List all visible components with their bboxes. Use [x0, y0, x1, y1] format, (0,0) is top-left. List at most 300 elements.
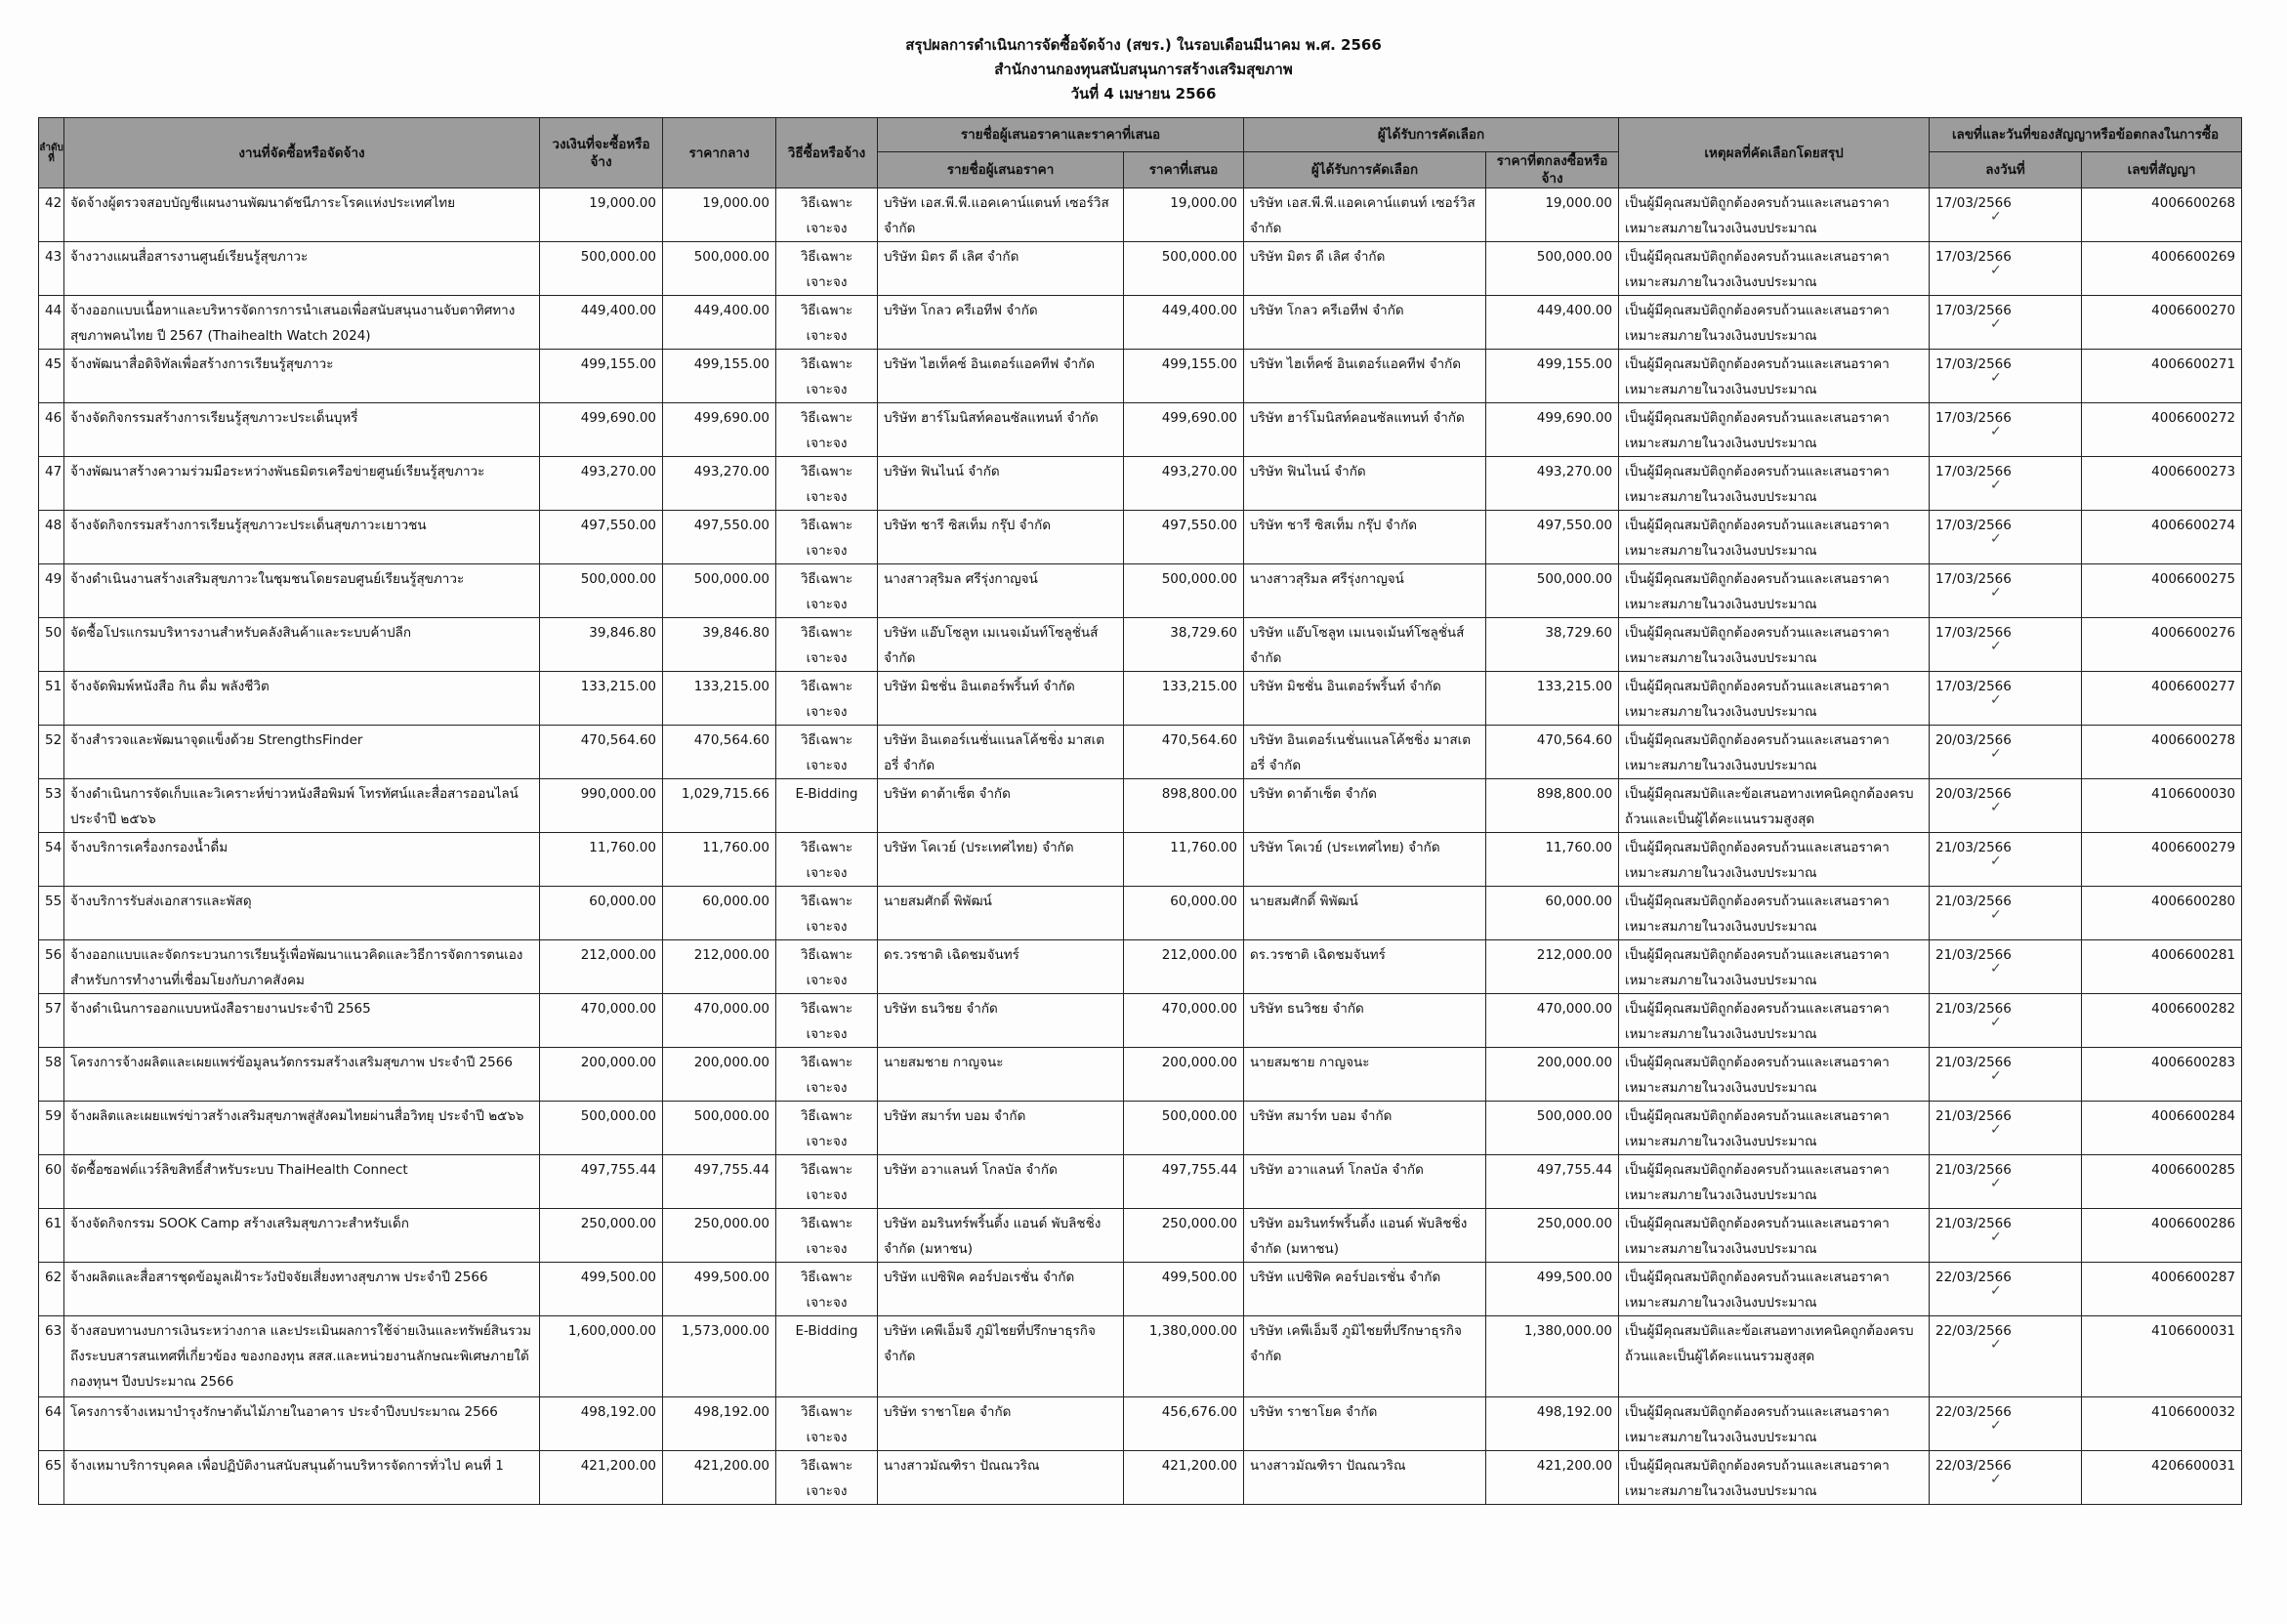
cell-task: จ้างบริการเครื่องกรองน้ำดื่ม: [64, 833, 540, 887]
cell-contract-no: 4006600271: [2082, 350, 2242, 403]
cell-task: จ้างพัฒนาสร้างความร่วมมือระหว่างพันธมิตรเครือข่ายศูนย์เรียนรู้สุขภาวะ: [64, 457, 540, 511]
cell-agreed: 250,000.00: [1486, 1209, 1619, 1263]
cell-method: วิธีเฉพาะเจาะจง: [776, 994, 878, 1048]
sign-date-text: 22/03/2566: [1935, 1270, 2012, 1285]
cell-selected: บริษัท ไฮเท็คซ์ อินเตอร์แอคทีฟ จำกัด: [1244, 350, 1486, 403]
cell-bidder: บริษัท สมาร์ท บอม จำกัด: [878, 1102, 1124, 1155]
cell-budget: 133,215.00: [540, 672, 663, 726]
cell-median: 200,000.00: [663, 1048, 776, 1102]
table-row: [39, 672, 2242, 726]
cell-agreed: 133,215.00: [1486, 672, 1619, 726]
cell-task: จ้างออกแบบเนื้อหาและบริหารจัดการการนำเสนอเพื่อสนับสนุนงานจับตาทิศทางสุขภาพคนไทย ปี 2567 (Thaihealth Watch 2024): [64, 296, 540, 350]
cell-method: วิธีเฉพาะเจาะจง: [776, 457, 878, 511]
table-row: [39, 1209, 2242, 1263]
report-date: วันที่ 4 เมษายน 2566: [1070, 85, 1217, 103]
table-row: [39, 1048, 2242, 1102]
cell-method: วิธีเฉพาะเจาะจง: [776, 1263, 878, 1316]
table-row: [39, 779, 2242, 833]
cell-task: จัดซื้อซอฟต์แวร์ลิขสิทธิ์สำหรับระบบ ThaiHealth Connect: [64, 1155, 540, 1209]
cell-bidder: บริษัท ฮาร์โมนิสท์คอนซัลแทนท์ จำกัด: [878, 403, 1124, 457]
cell-agreed: 421,200.00: [1486, 1451, 1619, 1505]
check-mark-icon: ✓: [1990, 370, 2002, 386]
cell-contract-no: 4006600277: [2082, 672, 2242, 726]
cell-seq: 49: [39, 564, 64, 618]
cell-bidder: ดร.วรชาติ เฉิดชมจันทร์: [878, 940, 1124, 994]
cell-median: 498,192.00: [663, 1397, 776, 1451]
check-mark-icon: ✓: [1990, 478, 2002, 493]
check-mark-icon: ✓: [1990, 263, 2002, 278]
cell-agreed: 499,690.00: [1486, 403, 1619, 457]
cell-agreed: 470,564.60: [1486, 726, 1619, 779]
check-mark-icon: ✓: [1990, 424, 2002, 439]
cell-seq: 44: [39, 296, 64, 350]
cell-seq: 47: [39, 457, 64, 511]
sign-date-text: 21/03/2566: [1935, 840, 2012, 855]
cell-sign-date: [1930, 1155, 2082, 1209]
cell-method: วิธีเฉพาะเจาะจง: [776, 1155, 878, 1209]
cell-reason: เป็นผู้มีคุณสมบัติและข้อเสนอทางเทคนิคถูกต้องครบถ้วนและเป็นผู้ได้คะแนนรวมสูงสุด: [1619, 779, 1930, 833]
cell-method: วิธีเฉพาะเจาะจง: [776, 940, 878, 994]
cell-method: วิธีเฉพาะเจาะจง: [776, 1102, 878, 1155]
cell-method: วิธีเฉพาะเจาะจง: [776, 672, 878, 726]
cell-seq: 60: [39, 1155, 64, 1209]
cell-bidder: บริษัท อวาแลนท์ โกลบัล จำกัด: [878, 1155, 1124, 1209]
cell-bidder: บริษัท ไฮเท็คซ์ อินเตอร์แอคทีฟ จำกัด: [878, 350, 1124, 403]
table-row: [39, 1263, 2242, 1316]
table-row: [39, 1155, 2242, 1209]
sign-date-text: 21/03/2566: [1935, 1108, 2012, 1124]
cell-bid-price: 19,000.00: [1124, 188, 1244, 242]
sign-date-text: 21/03/2566: [1935, 1162, 2012, 1178]
cell-task: จ้างจัดกิจกรรม SOOK Camp สร้างเสริมสุขภาวะสำหรับเด็ก: [64, 1209, 540, 1263]
cell-median: 497,755.44: [663, 1155, 776, 1209]
cell-budget: 200,000.00: [540, 1048, 663, 1102]
cell-reason: เป็นผู้มีคุณสมบัติถูกต้องครบถ้วนและเสนอราคาเหมาะสมภายในวงเงินงบประมาณ: [1619, 511, 1930, 564]
cell-seq: 64: [39, 1397, 64, 1451]
cell-task: จ้างผลิตและเผยแพร่ข่าวสร้างเสริมสุขภาพสู่สังคมไทยผ่านสื่อวิทยุ ประจำปี ๒๕๖๖: [64, 1102, 540, 1155]
cell-median: 1,029,715.66: [663, 779, 776, 833]
cell-bidder: บริษัท อมรินทร์พริ้นติ้ง แอนด์ พับลิชชิ่ง จำกัด (มหาชน): [878, 1209, 1124, 1263]
sign-date-text: 22/03/2566: [1935, 1404, 2012, 1420]
cell-agreed: 499,155.00: [1486, 350, 1619, 403]
cell-median: 39,846.80: [663, 618, 776, 672]
cell-median: 1,573,000.00: [663, 1316, 776, 1397]
cell-sign-date: [1930, 350, 2082, 403]
cell-contract-no: 4106600031: [2082, 1316, 2242, 1397]
cell-median: 421,200.00: [663, 1451, 776, 1505]
cell-median: 212,000.00: [663, 940, 776, 994]
cell-bid-price: 200,000.00: [1124, 1048, 1244, 1102]
cell-budget: 212,000.00: [540, 940, 663, 994]
cell-contract-no: 4006600272: [2082, 403, 2242, 457]
cell-median: 500,000.00: [663, 242, 776, 296]
sign-date-text: 21/03/2566: [1935, 894, 2012, 909]
table-row: [39, 296, 2242, 350]
cell-selected: บริษัท อวาแลนท์ โกลบัล จำกัด: [1244, 1155, 1486, 1209]
cell-task: จ้างจัดพิมพ์หนังสือ กิน ดื่ม พลังชีวิต: [64, 672, 540, 726]
col-bidders-group: รายชื่อผู้เสนอราคาและราคาที่เสนอ: [878, 118, 1244, 152]
cell-bidder: บริษัท ชารี ซิสเท็ม กรุ๊ป จำกัด: [878, 511, 1124, 564]
cell-bidder: นางสาวสุริมล ศรีรุ่งกาญจน์: [878, 564, 1124, 618]
cell-seq: 48: [39, 511, 64, 564]
cell-bidder: บริษัท ฟินไนน์ จำกัด: [878, 457, 1124, 511]
cell-agreed: 1,380,000.00: [1486, 1316, 1619, 1397]
col-agreed-price: ราคาที่ตกลงซื้อหรือจ้าง: [1486, 152, 1619, 188]
cell-bidder: บริษัท แอ๊บโซลูท เมเนจเม้นท์โซลูชั่นส์ จำกัด: [878, 618, 1124, 672]
sign-date-text: 21/03/2566: [1935, 1055, 2012, 1070]
table-row: [39, 457, 2242, 511]
cell-budget: 1,600,000.00: [540, 1316, 663, 1397]
check-mark-icon: ✓: [1990, 1015, 2002, 1030]
cell-sign-date: [1930, 994, 2082, 1048]
cell-bidder: บริษัท มิตร ดี เลิศ จำกัด: [878, 242, 1124, 296]
sign-date-text: 17/03/2566: [1935, 571, 2012, 587]
cell-bidder: นางสาวมัณฑิรา ปัณณวริณ: [878, 1451, 1124, 1505]
cell-seq: 53: [39, 779, 64, 833]
cell-task: จ้างสอบทานงบการเงินระหว่างกาล และประเมินผลการใช้จ่ายเงินและทรัพย์สินรวมถึงระบบสารสนเทศที่เกี่ยวข้อง ของกองทุน สสส.และหน่วยงานลักษณะพิเศษภายใต้กองทุนฯ ปีงบประมาณ 2566: [64, 1316, 540, 1397]
sign-date-text: 20/03/2566: [1935, 786, 2012, 802]
cell-sign-date: [1930, 242, 2082, 296]
cell-bid-price: 497,755.44: [1124, 1155, 1244, 1209]
col-seq: ลำดับที่: [39, 118, 64, 188]
check-mark-icon: ✓: [1990, 961, 2002, 977]
cell-seq: 56: [39, 940, 64, 994]
table-row: [39, 940, 2242, 994]
cell-method: วิธีเฉพาะเจาะจง: [776, 188, 878, 242]
cell-bidder: นายสมชาย กาญจนะ: [878, 1048, 1124, 1102]
cell-method: วิธีเฉพาะเจาะจง: [776, 887, 878, 940]
cell-reason: เป็นผู้มีคุณสมบัติถูกต้องครบถ้วนและเสนอราคาเหมาะสมภายในวงเงินงบประมาณ: [1619, 672, 1930, 726]
cell-budget: 11,760.00: [540, 833, 663, 887]
cell-bidder: บริษัท อินเตอร์เนชั่นแนลโค้ชชิ่ง มาสเตอรี่ จำกัด: [878, 726, 1124, 779]
cell-budget: 421,200.00: [540, 1451, 663, 1505]
cell-budget: 39,846.80: [540, 618, 663, 672]
sign-date-text: 21/03/2566: [1935, 1001, 2012, 1017]
cell-median: 500,000.00: [663, 1102, 776, 1155]
check-mark-icon: ✓: [1990, 209, 2002, 225]
cell-budget: 500,000.00: [540, 1102, 663, 1155]
check-mark-icon: ✓: [1990, 1337, 2002, 1353]
cell-median: 499,690.00: [663, 403, 776, 457]
check-mark-icon: ✓: [1990, 1283, 2002, 1299]
cell-contract-no: 4006600270: [2082, 296, 2242, 350]
cell-median: 470,564.60: [663, 726, 776, 779]
cell-contract-no: 4006600286: [2082, 1209, 2242, 1263]
cell-bidder: บริษัท ราชาโยค จำกัด: [878, 1397, 1124, 1451]
cell-sign-date: [1930, 1209, 2082, 1263]
sign-date-text: 21/03/2566: [1935, 1216, 2012, 1231]
cell-agreed: 19,000.00: [1486, 188, 1619, 242]
sign-date-text: 17/03/2566: [1935, 464, 2012, 479]
table-row: [39, 726, 2242, 779]
cell-bidder: บริษัท เอส.พี.พี.แอคเคาน์แตนท์ เซอร์วิส จำกัด: [878, 188, 1124, 242]
cell-agreed: 500,000.00: [1486, 564, 1619, 618]
cell-bid-price: 500,000.00: [1124, 564, 1244, 618]
cell-contract-no: 4206600031: [2082, 1451, 2242, 1505]
cell-bid-price: 1,380,000.00: [1124, 1316, 1244, 1397]
col-selected-group: ผู้ได้รับการคัดเลือก: [1244, 118, 1619, 152]
cell-contract-no: 4006600275: [2082, 564, 2242, 618]
cell-reason: เป็นผู้มีคุณสมบัติถูกต้องครบถ้วนและเสนอราคาเหมาะสมภายในวงเงินงบประมาณ: [1619, 940, 1930, 994]
sign-date-text: 17/03/2566: [1935, 518, 2012, 533]
cell-sign-date: [1930, 457, 2082, 511]
cell-budget: 499,155.00: [540, 350, 663, 403]
cell-selected: บริษัท เอส.พี.พี.แอคเคาน์แตนท์ เซอร์วิส จำกัด: [1244, 188, 1486, 242]
cell-agreed: 500,000.00: [1486, 1102, 1619, 1155]
cell-bid-price: 493,270.00: [1124, 457, 1244, 511]
cell-contract-no: 4006600268: [2082, 188, 2242, 242]
cell-contract-no: 4006600284: [2082, 1102, 2242, 1155]
sign-date-text: 17/03/2566: [1935, 679, 2012, 694]
cell-method: วิธีเฉพาะเจาะจง: [776, 242, 878, 296]
cell-median: 499,500.00: [663, 1263, 776, 1316]
cell-task: จ้างสำรวจและพัฒนาจุดแข็งด้วย StrengthsFinder: [64, 726, 540, 779]
cell-seq: 61: [39, 1209, 64, 1263]
cell-median: 497,550.00: [663, 511, 776, 564]
cell-selected: นางสาวมัณฑิรา ปัณณวริณ: [1244, 1451, 1486, 1505]
cell-reason: เป็นผู้มีคุณสมบัติถูกต้องครบถ้วนและเสนอราคาเหมาะสมภายในวงเงินงบประมาณ: [1619, 564, 1930, 618]
cell-sign-date: [1930, 1263, 2082, 1316]
cell-bid-price: 456,676.00: [1124, 1397, 1244, 1451]
cell-budget: 470,564.60: [540, 726, 663, 779]
col-contract-group: เลขที่และวันที่ของสัญญาหรือข้อตกลงในการซื้อ: [1930, 118, 2242, 152]
cell-budget: 60,000.00: [540, 887, 663, 940]
cell-selected: บริษัท สมาร์ท บอม จำกัด: [1244, 1102, 1486, 1155]
cell-agreed: 497,550.00: [1486, 511, 1619, 564]
cell-bid-price: 898,800.00: [1124, 779, 1244, 833]
cell-method: วิธีเฉพาะเจาะจง: [776, 1048, 878, 1102]
cell-bidder: บริษัท เคพีเอ็มจี ภูมิไชยที่ปรึกษาธุรกิจ จำกัด: [878, 1316, 1124, 1397]
check-mark-icon: ✓: [1990, 800, 2002, 815]
cell-median: 19,000.00: [663, 188, 776, 242]
cell-task: จัดจ้างผู้ตรวจสอบบัญชีแผนงานพัฒนาดัชนีภาระโรคแห่งประเทศไทย: [64, 188, 540, 242]
check-mark-icon: ✓: [1990, 1229, 2002, 1245]
cell-selected: นางสาวสุริมล ศรีรุ่งกาญจน์: [1244, 564, 1486, 618]
cell-selected: บริษัท อินเตอร์เนชั่นแนลโค้ชชิ่ง มาสเตอรี่ จำกัด: [1244, 726, 1486, 779]
cell-budget: 499,500.00: [540, 1263, 663, 1316]
col-median: ราคากลาง: [663, 118, 776, 188]
cell-sign-date: [1930, 1451, 2082, 1505]
cell-reason: เป็นผู้มีคุณสมบัติและข้อเสนอทางเทคนิคถูกต้องครบถ้วนและเป็นผู้ได้คะแนนรวมสูงสุด: [1619, 1316, 1930, 1397]
check-mark-icon: ✓: [1990, 585, 2002, 601]
cell-sign-date: [1930, 618, 2082, 672]
cell-contract-no: 4006600285: [2082, 1155, 2242, 1209]
cell-reason: เป็นผู้มีคุณสมบัติถูกต้องครบถ้วนและเสนอราคาเหมาะสมภายในวงเงินงบประมาณ: [1619, 350, 1930, 403]
cell-budget: 250,000.00: [540, 1209, 663, 1263]
cell-selected: บริษัท มิตร ดี เลิศ จำกัด: [1244, 242, 1486, 296]
col-task: งานที่จัดซื้อหรือจัดจ้าง: [64, 118, 540, 188]
cell-selected: บริษัท แปซิฟิค คอร์ปอเรชั่น จำกัด: [1244, 1263, 1486, 1316]
cell-selected: บริษัท ราชาโยค จำกัด: [1244, 1397, 1486, 1451]
cell-selected: นายสมชาย กาญจนะ: [1244, 1048, 1486, 1102]
cell-task: จ้างผลิตและสื่อสารชุดข้อมูลเฝ้าระวังปัจจัยเสี่ยงทางสุขภาพ ประจำปี 2566: [64, 1263, 540, 1316]
col-method: วิธีซื้อหรือจ้าง: [776, 118, 878, 188]
cell-method: วิธีเฉพาะเจาะจง: [776, 511, 878, 564]
cell-seq: 42: [39, 188, 64, 242]
cell-median: 11,760.00: [663, 833, 776, 887]
cell-median: 500,000.00: [663, 564, 776, 618]
table-row: [39, 833, 2242, 887]
cell-reason: เป็นผู้มีคุณสมบัติถูกต้องครบถ้วนและเสนอราคาเหมาะสมภายในวงเงินงบประมาณ: [1619, 403, 1930, 457]
cell-bid-price: 250,000.00: [1124, 1209, 1244, 1263]
cell-sign-date: [1930, 1397, 2082, 1451]
table-row: [39, 1102, 2242, 1155]
cell-reason: เป็นผู้มีคุณสมบัติถูกต้องครบถ้วนและเสนอราคาเหมาะสมภายในวงเงินงบประมาณ: [1619, 1048, 1930, 1102]
check-mark-icon: ✓: [1990, 907, 2002, 923]
cell-budget: 470,000.00: [540, 994, 663, 1048]
col-bid-price: ราคาที่เสนอ: [1124, 152, 1244, 188]
table-row: [39, 618, 2242, 672]
cell-method: วิธีเฉพาะเจาะจง: [776, 726, 878, 779]
cell-agreed: 11,760.00: [1486, 833, 1619, 887]
title-block: [0, 33, 2287, 106]
cell-selected: บริษัท ฮาร์โมนิสท์คอนซัลแทนท์ จำกัด: [1244, 403, 1486, 457]
cell-task: โครงการจ้างผลิตและเผยแพร่ข้อมูลนวัตกรรมสร้างเสริมสุขภาพ ประจำปี 2566: [64, 1048, 540, 1102]
cell-selected: บริษัท แอ๊บโซลูท เมเนจเม้นท์โซลูชั่นส์ จำกัด: [1244, 618, 1486, 672]
cell-sign-date: [1930, 887, 2082, 940]
cell-method: วิธีเฉพาะเจาะจง: [776, 350, 878, 403]
table-row: [39, 994, 2242, 1048]
cell-contract-no: 4006600274: [2082, 511, 2242, 564]
cell-seq: 57: [39, 994, 64, 1048]
cell-agreed: 498,192.00: [1486, 1397, 1619, 1451]
cell-median: 449,400.00: [663, 296, 776, 350]
cell-method: E-Bidding: [776, 779, 878, 833]
cell-budget: 497,755.44: [540, 1155, 663, 1209]
cell-sign-date: [1930, 672, 2082, 726]
cell-bidder: บริษัท ดาต้าเซ็ต จำกัด: [878, 779, 1124, 833]
cell-task: จ้างบริการรับส่งเอกสารและพัสดุ: [64, 887, 540, 940]
cell-reason: เป็นผู้มีคุณสมบัติถูกต้องครบถ้วนและเสนอราคาเหมาะสมภายในวงเงินงบประมาณ: [1619, 1263, 1930, 1316]
cell-sign-date: [1930, 403, 2082, 457]
cell-task: จ้างออกแบบและจัดกระบวนการเรียนรู้เพื่อพัฒนาแนวคิดและวิธีการจัดการตนเองสำหรับการทำงานที่เชื่อมโยงกับภาคสังคม: [64, 940, 540, 994]
cell-sign-date: [1930, 1048, 2082, 1102]
cell-selected: บริษัท ธนวิชย จำกัด: [1244, 994, 1486, 1048]
sign-date-text: 17/03/2566: [1935, 625, 2012, 641]
cell-seq: 55: [39, 887, 64, 940]
check-mark-icon: ✓: [1990, 1418, 2002, 1434]
cell-task: จ้างวางแผนสื่อสารงานศูนย์เรียนรู้สุขภาวะ: [64, 242, 540, 296]
cell-agreed: 212,000.00: [1486, 940, 1619, 994]
cell-sign-date: [1930, 940, 2082, 994]
cell-contract-no: 4006600281: [2082, 940, 2242, 994]
check-mark-icon: ✓: [1990, 746, 2002, 762]
cell-agreed: 200,000.00: [1486, 1048, 1619, 1102]
cell-contract-no: 4006600280: [2082, 887, 2242, 940]
cell-method: วิธีเฉพาะเจาะจง: [776, 1451, 878, 1505]
procurement-table: [38, 117, 2242, 1505]
table-body: [39, 188, 2242, 1505]
cell-budget: 493,270.00: [540, 457, 663, 511]
cell-bid-price: 60,000.00: [1124, 887, 1244, 940]
cell-task: จ้างพัฒนาสื่อดิจิทัลเพื่อสร้างการเรียนรู้สุขภาวะ: [64, 350, 540, 403]
cell-reason: เป็นผู้มีคุณสมบัติถูกต้องครบถ้วนและเสนอราคาเหมาะสมภายในวงเงินงบประมาณ: [1619, 296, 1930, 350]
check-mark-icon: ✓: [1990, 854, 2002, 869]
cell-selected: บริษัท มิชชั่น อินเตอร์พริ้นท์ จำกัด: [1244, 672, 1486, 726]
check-mark-icon: ✓: [1990, 692, 2002, 708]
cell-reason: เป็นผู้มีคุณสมบัติถูกต้องครบถ้วนและเสนอราคาเหมาะสมภายในวงเงินงบประมาณ: [1619, 457, 1930, 511]
cell-method: E-Bidding: [776, 1316, 878, 1397]
cell-method: วิธีเฉพาะเจาะจง: [776, 403, 878, 457]
cell-median: 493,270.00: [663, 457, 776, 511]
cell-task: โครงการจ้างเหมาบำรุงรักษาต้นไม้ภายในอาคาร ประจำปีงบประมาณ 2566: [64, 1397, 540, 1451]
cell-median: 250,000.00: [663, 1209, 776, 1263]
cell-reason: เป็นผู้มีคุณสมบัติถูกต้องครบถ้วนและเสนอราคาเหมาะสมภายในวงเงินงบประมาณ: [1619, 1451, 1930, 1505]
cell-bid-price: 499,155.00: [1124, 350, 1244, 403]
cell-selected: ดร.วรชาติ เฉิดชมจันทร์: [1244, 940, 1486, 994]
cell-bid-price: 212,000.00: [1124, 940, 1244, 994]
cell-seq: 46: [39, 403, 64, 457]
cell-agreed: 898,800.00: [1486, 779, 1619, 833]
cell-budget: 498,192.00: [540, 1397, 663, 1451]
cell-agreed: 493,270.00: [1486, 457, 1619, 511]
cell-selected: บริษัท โกลว ครีเอทีฟ จำกัด: [1244, 296, 1486, 350]
cell-seq: 54: [39, 833, 64, 887]
col-sign-date: ลงวันที่: [1930, 152, 2082, 188]
cell-budget: 500,000.00: [540, 564, 663, 618]
cell-seq: 58: [39, 1048, 64, 1102]
table-row: [39, 1397, 2242, 1451]
cell-reason: เป็นผู้มีคุณสมบัติถูกต้องครบถ้วนและเสนอราคาเหมาะสมภายในวงเงินงบประมาณ: [1619, 1209, 1930, 1263]
cell-bid-price: 500,000.00: [1124, 1102, 1244, 1155]
cell-bidder: นายสมศักดิ์ พิพัฒน์: [878, 887, 1124, 940]
document-title: สรุปผลการดำเนินการจัดซื้อจัดจ้าง (สขร.) ในรอบเดือนมีนาคม พ.ศ. 2566: [905, 36, 1382, 54]
cell-seq: 62: [39, 1263, 64, 1316]
check-mark-icon: ✓: [1990, 1068, 2002, 1084]
table-row: [39, 1316, 2242, 1397]
cell-budget: 449,400.00: [540, 296, 663, 350]
table-header: [39, 118, 2242, 188]
table-row: [39, 403, 2242, 457]
cell-method: วิธีเฉพาะเจาะจง: [776, 564, 878, 618]
cell-reason: เป็นผู้มีคุณสมบัติถูกต้องครบถ้วนและเสนอราคาเหมาะสมภายในวงเงินงบประมาณ: [1619, 726, 1930, 779]
check-mark-icon: ✓: [1990, 531, 2002, 547]
cell-median: 133,215.00: [663, 672, 776, 726]
check-mark-icon: ✓: [1990, 639, 2002, 654]
cell-bid-price: 449,400.00: [1124, 296, 1244, 350]
cell-task: จัดซื้อโปรแกรมบริหารงานสำหรับคลังสินค้าและระบบค้าปลีก: [64, 618, 540, 672]
col-contract-no: เลขที่สัญญา: [2082, 152, 2242, 188]
cell-reason: เป็นผู้มีคุณสมบัติถูกต้องครบถ้วนและเสนอราคาเหมาะสมภายในวงเงินงบประมาณ: [1619, 887, 1930, 940]
cell-sign-date: [1930, 1102, 2082, 1155]
cell-seq: 59: [39, 1102, 64, 1155]
cell-method: วิธีเฉพาะเจาะจง: [776, 1397, 878, 1451]
cell-reason: เป็นผู้มีคุณสมบัติถูกต้องครบถ้วนและเสนอราคาเหมาะสมภายในวงเงินงบประมาณ: [1619, 1102, 1930, 1155]
table-row: [39, 242, 2242, 296]
cell-contract-no: 4006600282: [2082, 994, 2242, 1048]
sign-date-text: 17/03/2566: [1935, 410, 2012, 426]
cell-agreed: 38,729.60: [1486, 618, 1619, 672]
cell-reason: เป็นผู้มีคุณสมบัติถูกต้องครบถ้วนและเสนอราคาเหมาะสมภายในวงเงินงบประมาณ: [1619, 833, 1930, 887]
sign-date-text: 17/03/2566: [1935, 249, 2012, 265]
table-row: [39, 564, 2242, 618]
cell-sign-date: [1930, 779, 2082, 833]
col-bidder-name: รายชื่อผู้เสนอราคา: [878, 152, 1124, 188]
cell-budget: 499,690.00: [540, 403, 663, 457]
cell-bid-price: 497,550.00: [1124, 511, 1244, 564]
cell-sign-date: [1930, 1316, 2082, 1397]
cell-seq: 50: [39, 618, 64, 672]
cell-seq: 52: [39, 726, 64, 779]
cell-bid-price: 470,000.00: [1124, 994, 1244, 1048]
cell-selected: บริษัท ฟินไนน์ จำกัด: [1244, 457, 1486, 511]
sign-date-text: 17/03/2566: [1935, 195, 2012, 211]
cell-reason: เป็นผู้มีคุณสมบัติถูกต้องครบถ้วนและเสนอราคาเหมาะสมภายในวงเงินงบประมาณ: [1619, 188, 1930, 242]
cell-bidder: บริษัท แปซิฟิค คอร์ปอเรชั่น จำกัด: [878, 1263, 1124, 1316]
cell-budget: 497,550.00: [540, 511, 663, 564]
cell-contract-no: 4006600279: [2082, 833, 2242, 887]
cell-bid-price: 470,564.60: [1124, 726, 1244, 779]
